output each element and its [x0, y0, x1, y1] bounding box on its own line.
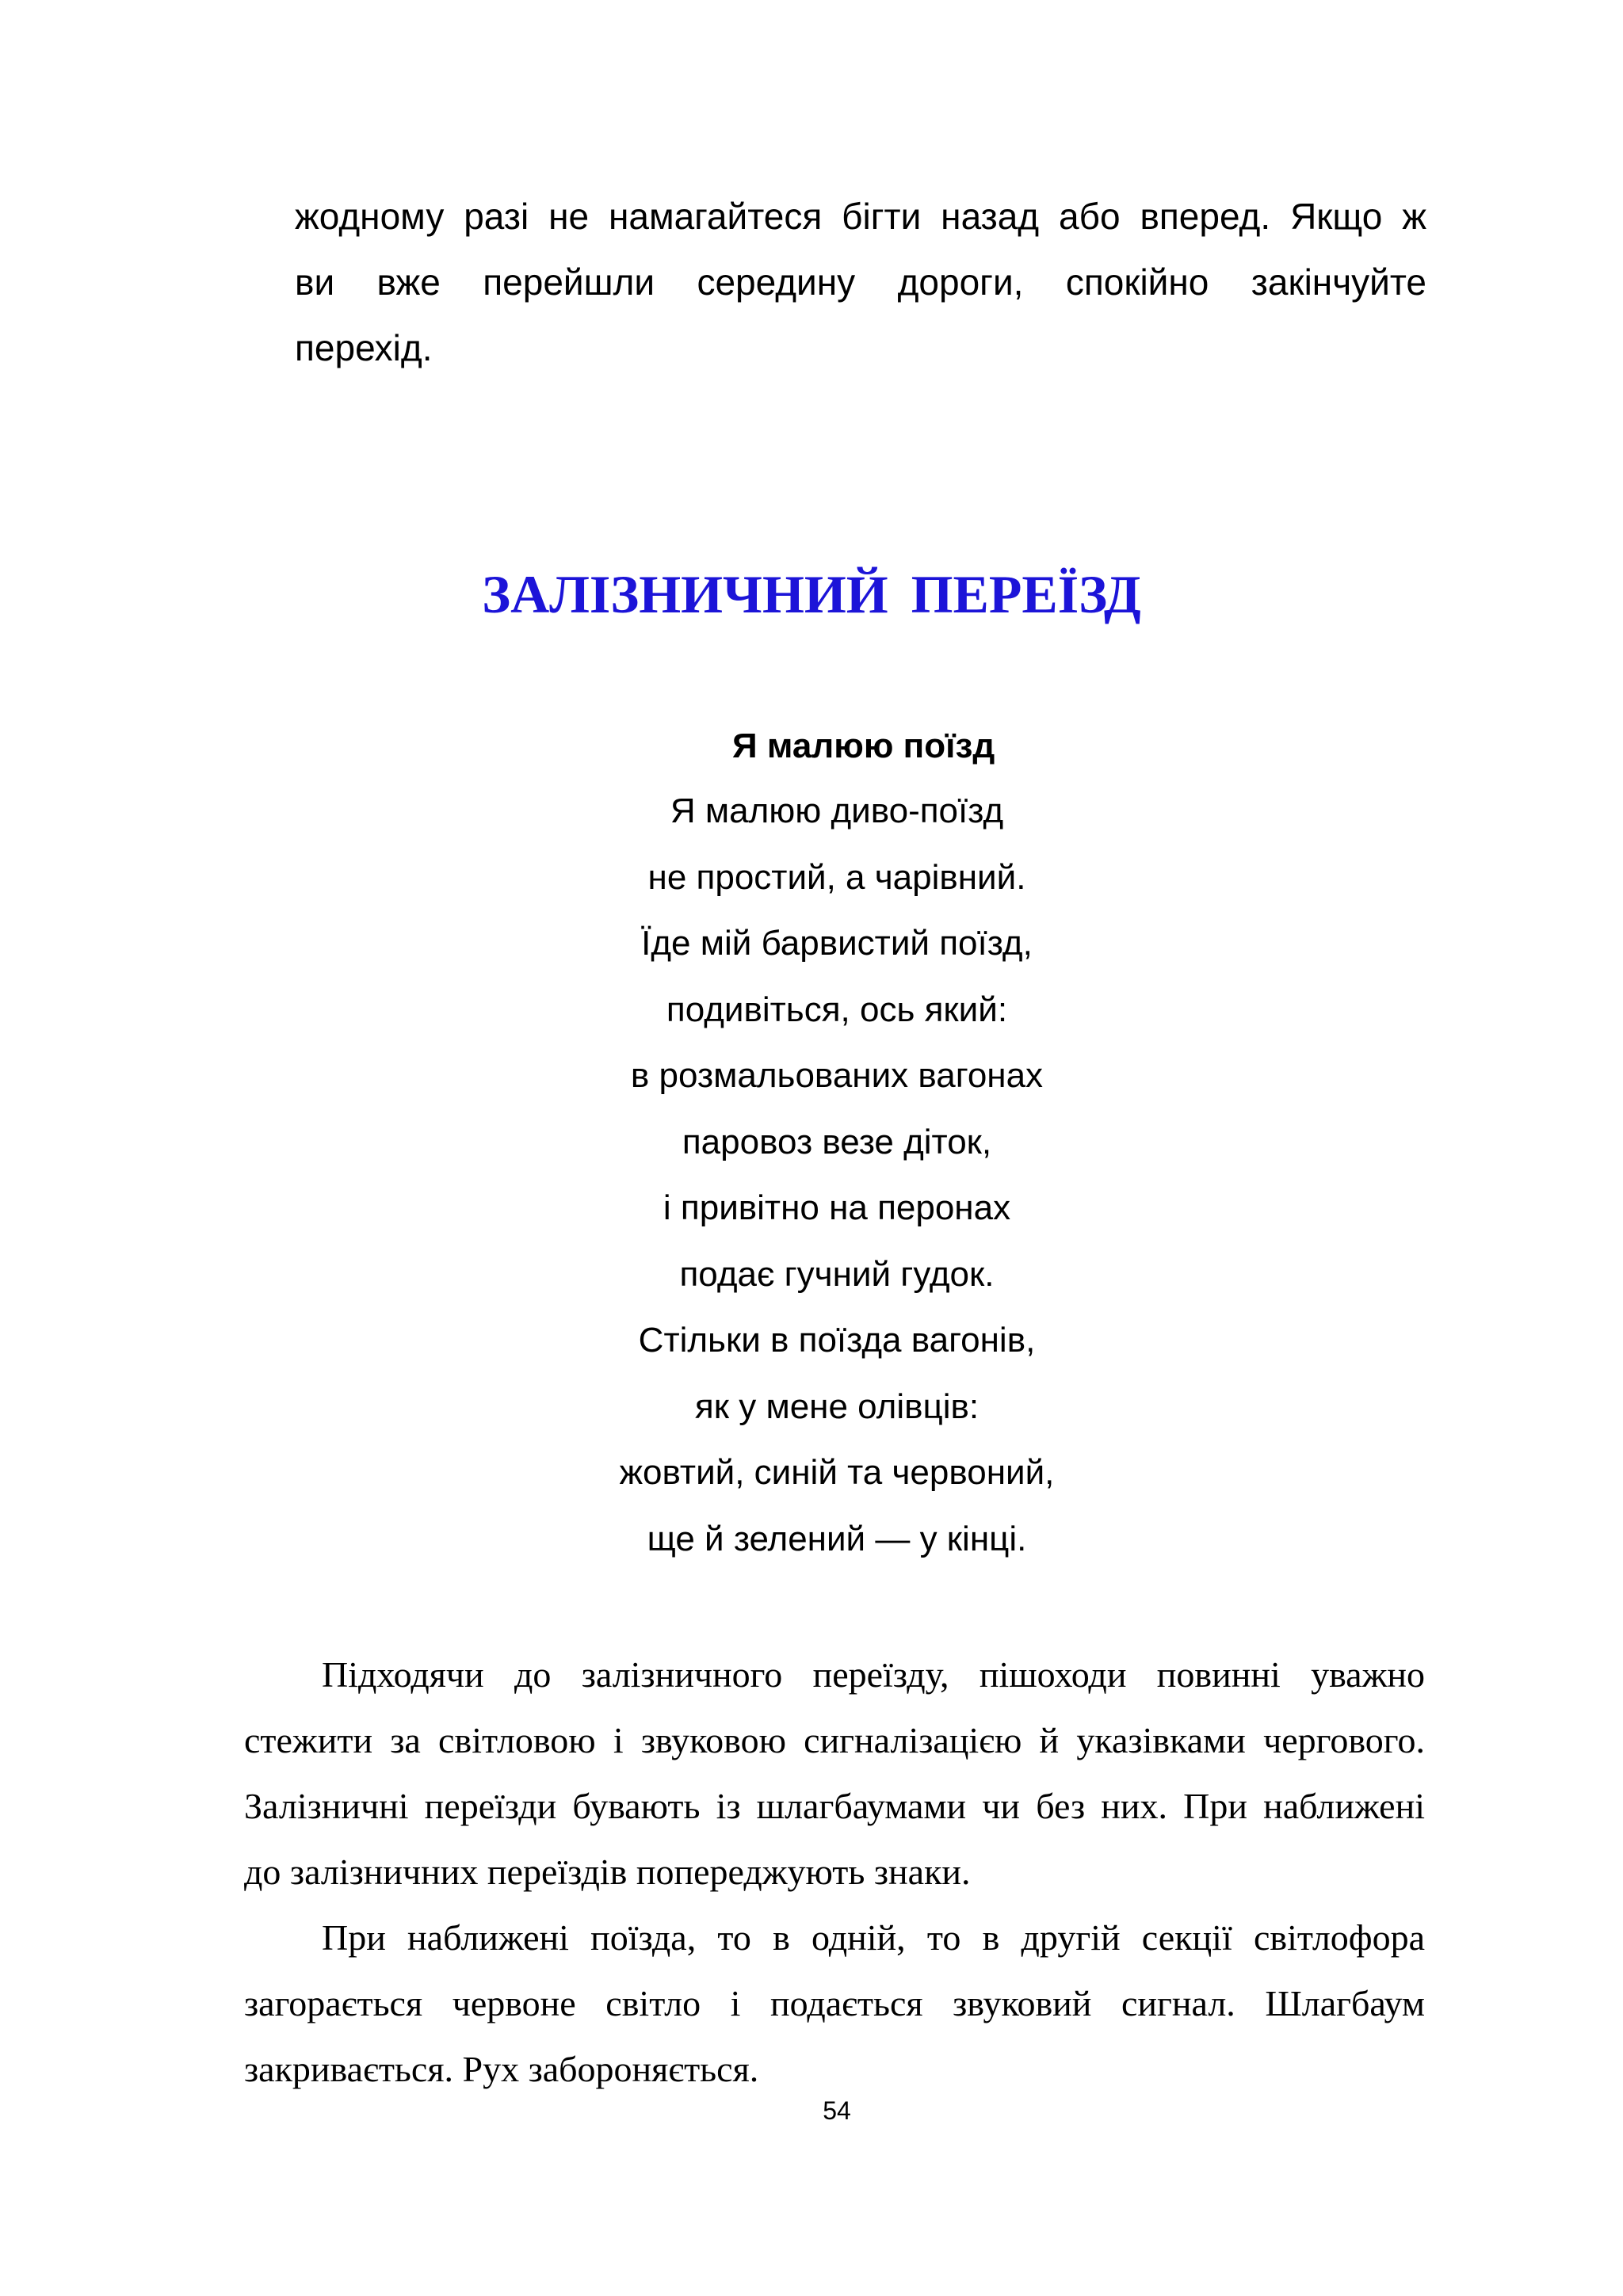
intro-line: ви вже перейшли середину дороги, спокійно закінчуйте: [295, 261, 1426, 303]
poem-title: Я малюю поїзд: [732, 727, 995, 765]
body-line: Залізничні переїзди бувають із шлагбаумами чи без них. При наближені: [244, 1786, 1425, 1826]
body-text: [244, 1642, 1425, 2102]
poem-line: Їде мій барвистий поїзд,: [641, 924, 1033, 963]
poem-line: не простий, а чарівний.: [647, 857, 1026, 897]
poem-line: Я малюю диво-поїзд: [670, 791, 1004, 830]
body-line: стежити за світловою і звуковою сигналізацією й указівками чергового.: [244, 1720, 1425, 1760]
intro-line: перехід.: [295, 327, 433, 368]
poem: [0, 778, 1623, 1572]
poem-line: подивіться, ось який:: [666, 990, 1008, 1029]
body-paragraph-1: [244, 1642, 1425, 1905]
poem-line: як у мене олівців:: [694, 1386, 980, 1426]
body-line: При наближені поїзда, то в одній, то в другій секції світлофора: [322, 1917, 1425, 1958]
body-line: загорається червоне світло і подається звуковий сигнал. Шлагбаум: [244, 1983, 1425, 2023]
poem-line: жовтий, синій та червоний,: [619, 1453, 1055, 1492]
poem-line: в розмальованих вагонах: [630, 1056, 1044, 1095]
body-line: Підходячи до залізничного переїзду, пішоходи повинні уважно: [322, 1654, 1425, 1695]
body-line: до залізничних переїздів попереджують знаки.: [244, 1852, 971, 1892]
page-number: 54: [823, 2096, 851, 2125]
body-paragraph-2: [244, 1905, 1425, 2102]
section-title: ЗАЛІЗНИЧНИЙ ПЕРЕЇЗД: [482, 564, 1141, 624]
poem-line: і привітно на перонах: [663, 1188, 1011, 1227]
poem-line: Стільки в поїзда вагонів,: [638, 1321, 1036, 1360]
intro-line: жодному разі не намагайтеся бігти назад або вперед. Якщо ж: [295, 196, 1426, 237]
poem-line: ще й зелений — у кінці.: [647, 1519, 1027, 1558]
poem-line: паровоз везе діток,: [682, 1122, 992, 1161]
intro-paragraph: [295, 184, 1426, 381]
body-line: закривається. Рух забороняється.: [244, 2049, 759, 2089]
poem-line: подає гучний гудок.: [679, 1254, 995, 1294]
